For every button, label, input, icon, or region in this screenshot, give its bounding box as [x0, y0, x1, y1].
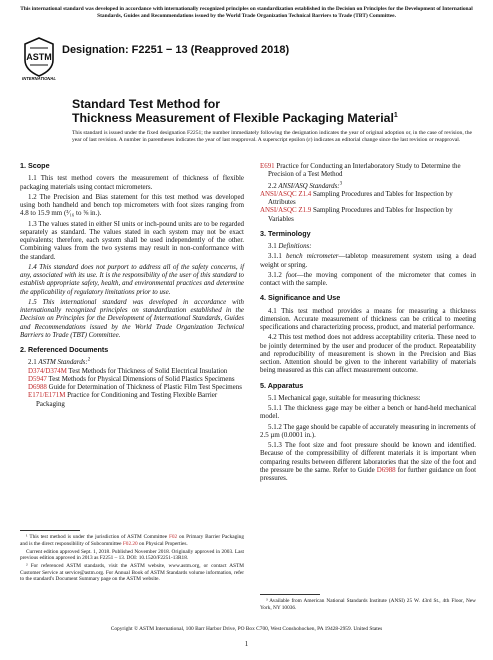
left-column — [20, 162, 244, 408]
wto-notice: This international standard was developed in accordance with internationally recognized principles on standardization established in the Decision on Principles for the Development of International Standards, Guides and Recommendations issued by the World Trade Organization Technical Barriers to Trade (TBT) Committee. — [20, 6, 473, 19]
footnote-3: ³ Available from American National Standards Institute (ANSI) 25 W. 43rd St., 4th Floor, New York, NY 10036. — [260, 598, 476, 611]
right-column — [260, 162, 476, 484]
ref-item-e691 — [260, 162, 476, 179]
fn1-text-a: ¹ This test method is under the jurisdiction of ASTM Committee — [26, 534, 169, 540]
para-1-5: 1.5 This international standard was developed in accordance with internationally recognized principles on standardization established in the Decision on Principles for the Development of International Standards, Guides and Recommendations issued by the World Trade Organization Technical Barriers to Trade (TBT) Committee. — [20, 297, 244, 339]
ansi-standards-label — [268, 182, 476, 190]
ref-item-3 — [28, 391, 244, 408]
para-3-1 — [260, 242, 476, 250]
para-5-1-1: 5.1.1 The thickness gage may be either a bench or hand-held mechanical model. — [260, 404, 476, 421]
page-title — [72, 98, 472, 125]
designation: Designation: F2251 − 13 (Reapproved 2018) — [62, 44, 290, 56]
footnote-1 — [20, 534, 244, 547]
footnote-2: ² For referenced ASTM standards, visit the ASTM website, www.astm.org, or contact ASTM Customer Service at service@astm.org. For Annual Book of ASTM Standards volume information, refer to the standard's Document Summary page on the ASTM website. — [20, 563, 244, 582]
section-referenced-heading: 2. Referenced Documents — [20, 345, 109, 354]
astm-standards-label — [28, 358, 244, 366]
footnote-divider-left — [20, 530, 80, 531]
ref-item-1 — [28, 375, 244, 383]
ref-code-link[interactable]: D374/D374M — [28, 366, 67, 375]
ansi-num: 2.2 — [268, 181, 279, 190]
p3-1-2-num: 3.1.2 — [268, 270, 286, 279]
title-text: Thickness Measurement of Flexible Packaging Material — [72, 110, 394, 125]
astm-sup: 2 — [87, 357, 91, 363]
para-1-3: 1.3 The values stated in either SI units or inch-pound units are to be regarded separately as standard. The values stated in each system may not be exact equivalents; therefore, each system shall be used independently of the other. Combining values from the two systems may result in non-conformance with the standard. — [20, 219, 244, 261]
logo-caption: INTERNATIONAL — [22, 76, 56, 81]
footnotes-right — [260, 598, 476, 613]
section-apparatus-heading: 5. Apparatus — [260, 380, 304, 390]
section-scope-heading: 1. Scope — [20, 161, 50, 170]
ansi-ref-0 — [260, 190, 476, 207]
copyright-footer: Copyright © ASTM International, 100 Barr Harbor Drive, PO Box C700, West Conshohocken, PA 19428-2959. United States — [110, 626, 383, 632]
para-3-1-1 — [260, 252, 476, 269]
para-4-2: 4.2 This test method does not address acceptability criteria. These need to be jointly determined by the user and producer of the product. Repeatability and reproducibility of measurement is shown in the Precision and Bias section. Attention should be given to the inherent variability of materials being measured as this can affect measurement outcome. — [260, 333, 476, 375]
fn1-text-c: on Physical Properties. — [137, 540, 188, 547]
ref-title: Sampling Procedures and Tables for Inspection by Attributes — [268, 189, 453, 206]
ref-title: Practice for Conditioning and Testing Flexible Barrier Packaging — [36, 391, 218, 408]
footnotes-left — [20, 534, 244, 584]
ref-code-link[interactable]: E691 — [260, 162, 275, 170]
fn1-subcommittee-link[interactable]: F02.20 — [122, 540, 138, 547]
para-1-4: 1.4 This standard does not purport to address all of the safety concerns, if any, associated with its use. It is the responsibility of the user of this standard to establish appropriate safety, health, and environmental practices and determine the applicability of regulatory limitations prior to use. — [20, 262, 244, 296]
p3-1-em: Definitions: — [278, 242, 312, 250]
fn1-text-b: on Primary Barrier Packaging and is the direct responsibility of Subcommittee — [20, 534, 244, 547]
title-line-1: Standard Test Method for — [72, 97, 221, 111]
para-3-1-2 — [260, 271, 476, 288]
title-line-2 — [72, 112, 472, 126]
p3-1-1-text: —tabletop measurement system using a dead weight or spring. — [260, 252, 477, 269]
p3-1-num: 3.1 — [268, 242, 279, 250]
para-4-1: 4.1 This test method provides a means for measuring a thickness dimension. Accurate measurement of thickness can be critical to meeting specifications and characterizing process, product, and material performance. — [260, 306, 476, 331]
astm-em: ASTM Standards: — [38, 358, 88, 367]
ansi-sup: 3 — [339, 181, 343, 187]
svg-text:ASTM: ASTM — [26, 52, 52, 62]
para-1-1: 1.1 This test method covers the measurement of thickness of flexible packaging materials using contact micrometers. — [20, 174, 244, 191]
page-number: 1 — [244, 640, 249, 648]
section-significance-heading: 4. Significance and Use — [260, 293, 341, 303]
para-5-1-2: 5.1.2 The gage should be capable of accurately measuring in increments of 2.5 µm (0.0001 in.). — [260, 422, 476, 439]
ref-code-link[interactable]: D6988 — [28, 383, 47, 391]
ansi-em: ANSI/ASQ Standards: — [278, 181, 340, 190]
guide-d6988-link[interactable]: D6988 — [376, 465, 396, 474]
ref-item-2 — [28, 383, 244, 391]
ref-code-link[interactable]: D5947 — [28, 374, 47, 383]
p3-1-1-num: 3.1.1 — [268, 252, 287, 261]
para-5-1: 5.1 Mechanical gage, suitable for measuring thickness: — [268, 393, 421, 402]
term-foot: foot — [285, 270, 297, 279]
footnote-1-edition: Current edition approved Sept. 1, 2018. Published November 2018. Originally approved in 2003. Last previous edition approved in 2013 as F2251 – 13. DOI: 10.1520/F2251-13R18. — [20, 548, 244, 561]
ref-title: Guide for Determination of Thickness of Plastic Film Test Specimens — [46, 383, 242, 391]
p5-1-3-text-b: for further guidance on foot pressures. — [260, 465, 476, 482]
ref-title: Test Methods for Physical Dimensions of Solid Plastics Specimens — [46, 374, 235, 383]
p3-1-2-text: —the moving component of the micrometer that comes in contact with the sample. — [260, 270, 476, 287]
astm-logo-icon — [22, 36, 56, 78]
term-bench-micrometer: bench micrometer — [286, 252, 339, 261]
para-5-1-3 — [260, 441, 476, 482]
para-1-2: 1.2 The Precision and Bias statement for this test method was developed using both handheld and bench top micrometers with foot sizes ranging from 4.8 to 15.9 mm (³⁄₁₆ to ⅝ in.). — [20, 192, 244, 218]
ref-title: Practice for Conducting an Interlaboratory Study to Determine the Precision of a Test Method — [268, 162, 461, 179]
ref-item-0 — [28, 367, 244, 375]
astm-num: 2.1 — [28, 358, 39, 367]
ref-title: Test Methods for Thickness of Solid Electrical Insulation — [66, 366, 228, 375]
section-terminology-heading: 3. Terminology — [260, 228, 311, 238]
footnote-divider-right — [260, 594, 320, 595]
ansi-ref-1 — [260, 206, 476, 223]
issued-note: This standard is issued under the fixed designation F2251; the number immediately following the designation indicates the year of original adoption or, in the case of revision, the year of last revision. A number in parentheses indicates the year of last reapproval. A superscript epsilon (ε) indicates an editorial change since the last revision or reapproval. — [72, 130, 472, 143]
title-footnote-mark: 1 — [393, 111, 398, 119]
fn1-committee-link[interactable]: F02 — [168, 534, 178, 540]
ref-title: Sampling Procedures and Tables for Inspection by Variables — [268, 206, 453, 223]
ref-code-link[interactable]: ANSI/ASQC Z1.9 — [260, 206, 312, 215]
ref-code-link[interactable]: ANSI/ASQC Z1.4 — [260, 189, 312, 198]
ref-code-link[interactable]: E171/E171M — [28, 391, 66, 400]
p5-1-3-text-a: 5.1.3 The foot size and foot pressure should be known and identified. Because of the compressibility of different materials it is important when comparing results between different laboratories that the size of the foot and the pressure be the same. Refer to Guide — [260, 441, 476, 474]
